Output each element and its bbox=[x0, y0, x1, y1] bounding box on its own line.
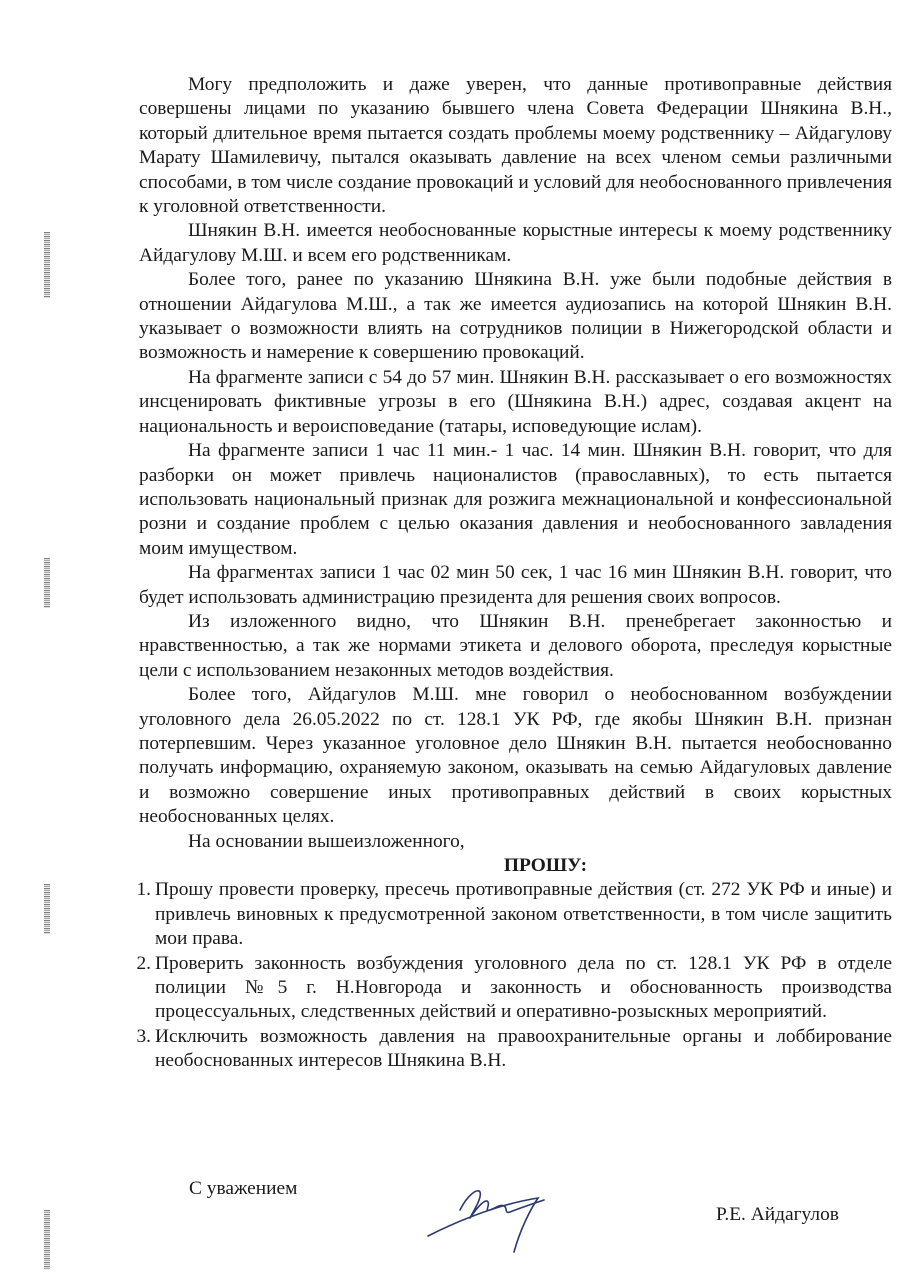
request-text: Исключить возможность давления на правоохранительные органы и лоббирование необоснованных интересов Шнякина В.Н. bbox=[155, 1025, 892, 1072]
request-list bbox=[136, 878, 892, 1073]
paragraph: Более того, ранее по указанию Шнякина В.Н. уже были подобные действия в отношении Айдагулова М.Ш., а так же имеется аудиозапись на которой Шнякин В.Н. указывает о возможности влиять на сотрудников полиции в Нижегородской области и возможность и намерение к совершению провокаций. bbox=[139, 269, 892, 364]
signature-stroke bbox=[460, 1191, 544, 1218]
request-number: 1. bbox=[136, 879, 151, 901]
scan-artifact bbox=[44, 1210, 50, 1270]
paragraph: Более того, Айдагулов М.Ш. мне говорил о необоснованном возбуждении уголовного дела 26.05.2022 по ст. 128.1 УК РФ, где якобы Шнякин В.Н. признан потерпевшим. Через указанное уголовное дело Шнякин В.Н. пытается необоснованно получать информацию, охраняемую законом, оказывать на семью Айдагуловых давление и возможно совершение иных противоправных действий в своих корыстных необоснованных целях. bbox=[139, 684, 892, 828]
request-text: Проверить законность возбуждения уголовного дела по ст. 128.1 УК РФ в отделе полиции №5 г. Н.Новгорода и законность и обоснованность производства процессуальных, следственных действий и оперативно-розыскных мероприятий. bbox=[155, 952, 892, 1023]
paragraph: На фрагменте записи 1 час 11 мин.- 1 час. 14 мин. Шнякин В.Н. говорит, что для разборки он может привлечь националистов (православных), то есть пытается использовать национальный признак для розжига межнациональной и конфессиональной розни и создание проблем с целью оказания давления и необоснованного завладения моим имуществом. bbox=[139, 440, 892, 559]
request-item bbox=[136, 952, 892, 1025]
request-heading: ПРОШУ: bbox=[503, 855, 588, 876]
paragraph: На фрагментах записи 1 час 02 мин 50 сек, 1 час 16 мин Шнякин В.Н. говорит, что будет использовать администрацию президента для решения своих вопросов. bbox=[139, 562, 892, 608]
paragraph: Из изложенного видно, что Шнякин В.Н. пренебрегает законностью и нравственностью, а так же нормами этикета и делового оборота, преследуя корыстные цели с использованием незаконных методов воздействия. bbox=[139, 610, 892, 681]
request-number: 3. bbox=[136, 1025, 151, 1047]
scan-artifact bbox=[44, 232, 50, 298]
paragraph: Могу предположить и даже уверен, что данные противоправные действия совершены лицами по указанию бывшего члена Совета Федерации Шнякина В.Н., который длительное время пытается создать проблемы моему родственнику – Айдагулову Марату Шамилевичу, пытался оказывать давление на всех членом семьи различными способами, в том числе создание провокаций и условий для необоснованного привлечения к уголовной ответственности. bbox=[139, 74, 892, 218]
request-number: 2. bbox=[136, 952, 151, 974]
document-body bbox=[136, 73, 892, 1074]
signer-name: Р.Е. Айдагулов bbox=[716, 1204, 839, 1225]
closing-phrase: С уважением bbox=[189, 1178, 298, 1199]
paragraph: На фрагменте записи с 54 до 57 мин. Шнякин В.Н. рассказывает о его возможностях инсценировать фиктивные угрозы в его (Шнякина В.Н.) адрес, создавая акцент на национальность и вероисповедание (татары, исповедующие ислам). bbox=[139, 366, 892, 437]
request-text: Прошу провести проверку, пресечь противоправные действия (ст. 272 УК РФ и иные) и привлечь виновных к предусмотренной законом ответственности, в том числе защитить мои права. bbox=[155, 879, 892, 950]
scan-artifact bbox=[44, 558, 50, 608]
paragraph: На основании вышеизложенного, bbox=[188, 830, 465, 852]
paragraph: Шнякин В.Н. имеется необоснованные корыстные интересы к моему родственнику Айдагулову М.Ш. и всем его родственникам. bbox=[139, 220, 892, 266]
signature-underline bbox=[428, 1198, 538, 1252]
signature-icon bbox=[420, 1180, 555, 1260]
request-item bbox=[136, 878, 892, 951]
scan-artifact bbox=[44, 884, 50, 934]
request-item bbox=[136, 1025, 892, 1074]
